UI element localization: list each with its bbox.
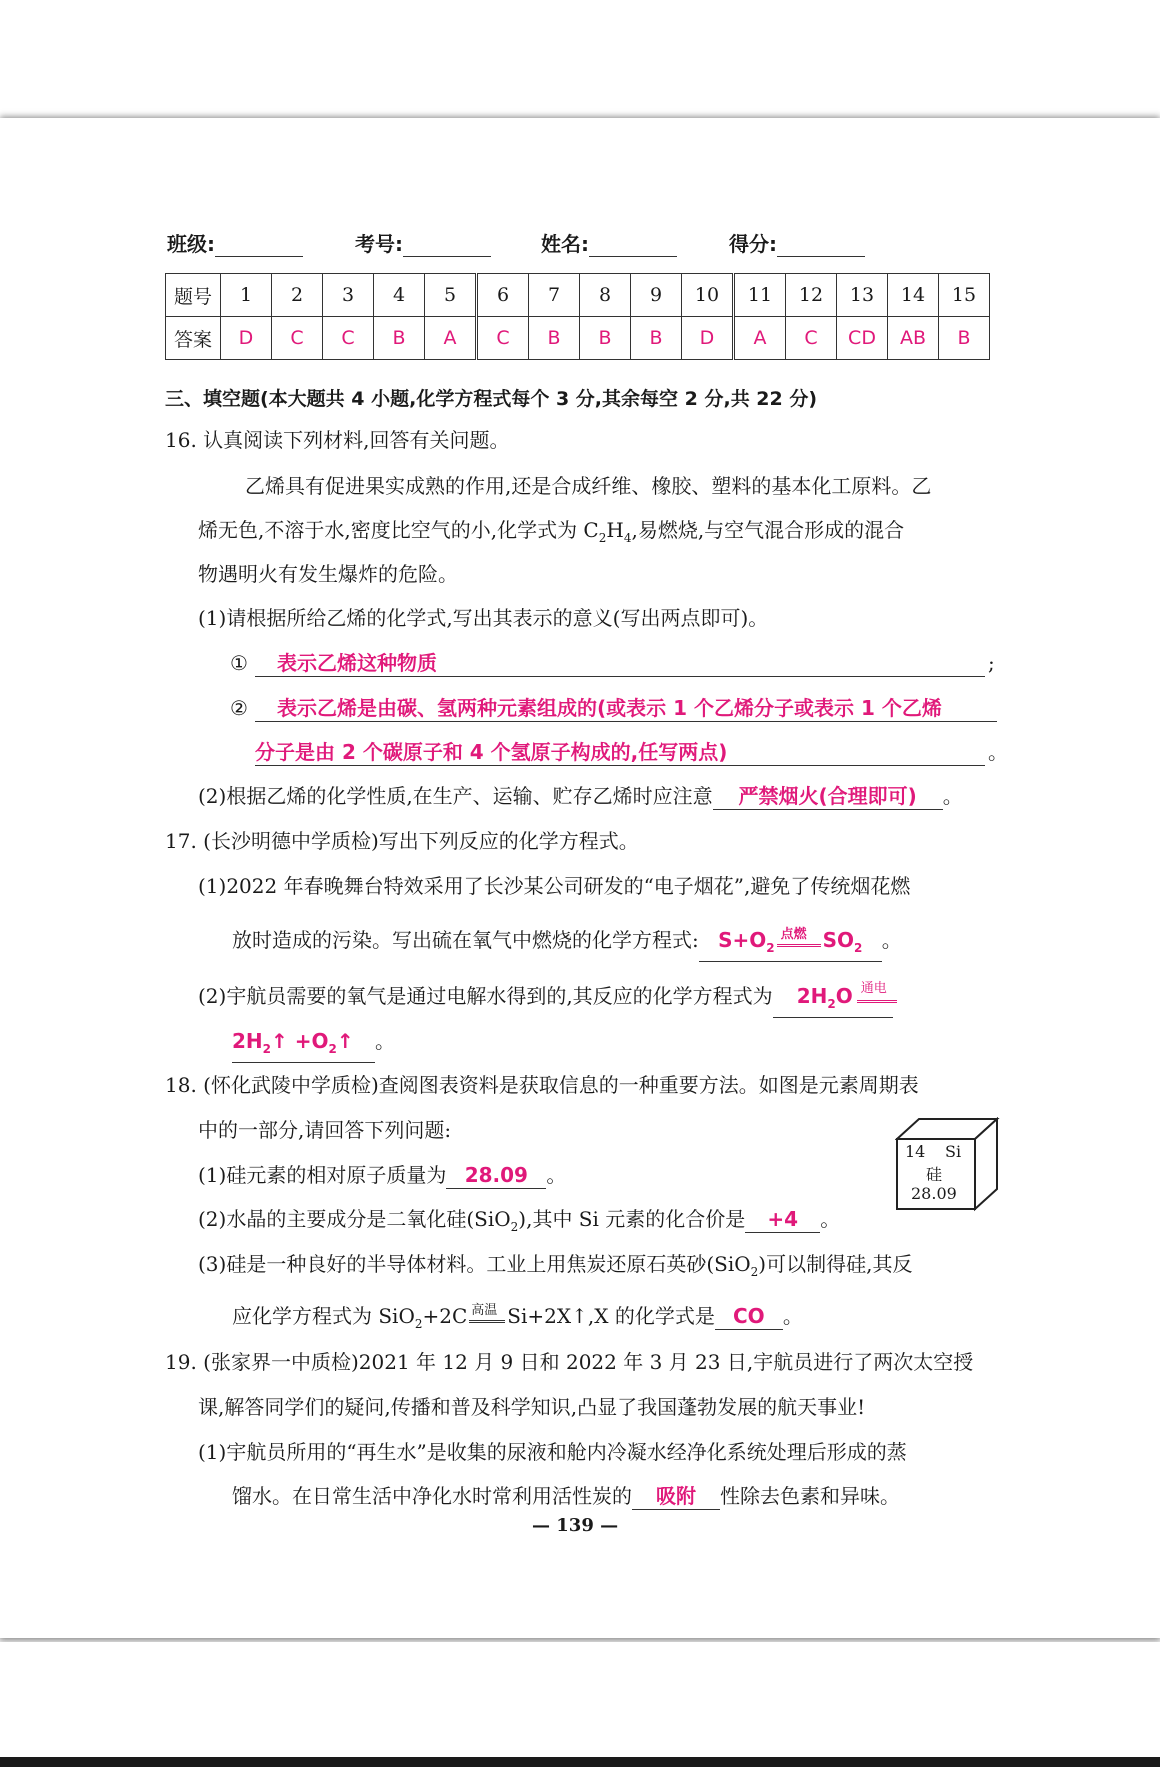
qnum-cell: 4 — [374, 274, 425, 317]
formula-subscript: 2 — [262, 1042, 272, 1056]
exam-no-blank[interactable] — [403, 234, 491, 257]
q16-answer2-line2[interactable] — [255, 739, 985, 766]
formula-subscript: 2 — [328, 1042, 337, 1056]
q16-end3: 。 — [942, 784, 963, 808]
q17-stem: 17. (长沙明德中学质检)写出下列反应的化学方程式。 — [165, 829, 639, 853]
qnum-cell: 14 — [888, 274, 939, 317]
q17-equation2-line1[interactable] — [773, 983, 893, 1018]
answer-cell: D — [221, 317, 272, 360]
answer-cell: A — [425, 317, 477, 360]
q17-sub1-line2 — [232, 927, 902, 962]
q18-sub1 — [198, 1162, 566, 1189]
formula-subscript: 2 — [854, 941, 863, 955]
q17-sub2-line2 — [232, 1028, 395, 1063]
q16-para-line3: 物遇明火有发生爆炸的危险。 — [198, 562, 458, 586]
bottom-bar — [0, 1757, 1160, 1767]
exam-no-label: 考号: — [355, 232, 403, 256]
q18-sub3-line2-b: +2C — [422, 1304, 468, 1328]
q16-para-line2-a: 烯无色,不溶于水,密度比空气的小,化学式为 C — [198, 518, 599, 542]
q18-sub3-b: )可以制得硅,其反 — [758, 1252, 913, 1276]
q18-answer1-line[interactable] — [446, 1162, 546, 1189]
formula-subscript: 2 — [414, 1317, 423, 1331]
qnum-cell: 9 — [631, 274, 682, 317]
formula-subscript: 2 — [510, 1220, 519, 1234]
answer-cell: B — [580, 317, 631, 360]
qnum-cell: 7 — [529, 274, 580, 317]
element-mass: 28.09 — [911, 1184, 957, 1203]
q16-stem: 16. 认真阅读下列材料,回答有关问题。 — [165, 428, 510, 452]
answer-cell: C — [477, 317, 529, 360]
qnum-cell: 12 — [786, 274, 837, 317]
q16-answer3: 严禁烟火(合理即可) — [738, 784, 917, 808]
q17-end2: 。 — [375, 1029, 395, 1053]
q18-stem-line2: 中的一部分,请回答下列问题: — [198, 1118, 452, 1142]
q16-answer2-line2-text: 分子是由 2 个碳原子和 4 个氢原子构成的,任写两点) — [255, 740, 728, 764]
q18-sub3-line1 — [198, 1251, 912, 1285]
q18-sub1-text: (1)硅元素的相对原子质量为 — [198, 1163, 447, 1187]
eq1-arrow — [777, 927, 821, 947]
q16-para-line2-c: ,易燃烧,与空气混合形成的混合 — [631, 518, 905, 542]
q19-sub1-line2-b: 性除去色素和异味。 — [720, 1484, 900, 1508]
q18-end1: 。 — [546, 1163, 567, 1187]
element-number: 14 — [905, 1142, 926, 1161]
name-field — [541, 228, 677, 257]
sub3-arrow — [469, 1303, 505, 1323]
q19-sub1-line2 — [232, 1483, 900, 1510]
answer-cell: B — [631, 317, 682, 360]
q19-sub1-line2-a: 馏水。在日常生活中净化水时常利用活性炭的 — [232, 1484, 632, 1508]
eq2-right — [232, 1029, 354, 1056]
element-symbol: Si — [945, 1142, 962, 1161]
q16-end1: ; — [988, 651, 995, 675]
q17-sub2-text: (2)宇航员需要的氧气是通过电解水得到的,其反应的化学方程式为 — [198, 984, 773, 1008]
q18-sub3-line2 — [232, 1303, 803, 1337]
q16-sub1: (1)请根据所给乙烯的化学式,写出其表示的意义(写出两点即可)。 — [198, 606, 769, 630]
q18-stem-line1: 18. (怀化武陵中学质检)查阅图表资料是获取信息的一种重要方法。如图是元素周期表 — [165, 1073, 919, 1097]
q17-equation1-line[interactable] — [699, 927, 882, 962]
qnum-cell: 10 — [682, 274, 734, 317]
answer-cell: A — [734, 317, 786, 360]
score-field — [729, 228, 865, 257]
eq2-left-b: O — [835, 984, 853, 1008]
qnum-cell: 11 — [734, 274, 786, 317]
q16-sub2 — [198, 783, 963, 810]
eq2-left — [796, 984, 853, 1011]
q18-sub3-a: (3)硅是一种良好的半导体材料。工业上用焦炭还原石英砂(SiO — [198, 1252, 751, 1276]
q19-stem-line1: 19. (张家界一中质检)2021 年 12 月 9 日和 2022 年 3 月 23 日,宇航员进行了两次太空授 — [165, 1350, 974, 1374]
qnum-cell: 1 — [221, 274, 272, 317]
q16-answer1-line[interactable] — [255, 650, 985, 677]
name-label: 姓名: — [541, 232, 589, 256]
exam-no-field — [355, 228, 491, 257]
q18-answer2-line[interactable] — [745, 1206, 820, 1233]
qnum-cell: 5 — [425, 274, 477, 317]
q17-equation1 — [718, 927, 863, 955]
answer-cell: D — [682, 317, 734, 360]
eq1-right: SO — [822, 928, 855, 952]
q17-sub1-line2-text: 放时造成的污染。写出硫在氧气中燃烧的化学方程式: — [232, 928, 699, 952]
q16-answer1: 表示乙烯这种物质 — [277, 651, 437, 675]
answer-cell: CD — [837, 317, 888, 360]
bottom-margin — [0, 1642, 1160, 1757]
eq2-right-c: ↑ — [336, 1029, 354, 1053]
q16-mark1: ① — [230, 651, 248, 675]
q18-sub2 — [198, 1206, 840, 1240]
q17-sub1-line1: (1)2022 年春晚舞台特效采用了长沙某公司研发的“电子烟花”,避免了传统烟花燃 — [198, 874, 911, 898]
formula-subscript: 4 — [623, 531, 632, 545]
eq2-left-a: 2H — [796, 984, 828, 1008]
score-blank[interactable] — [777, 234, 865, 257]
class-label: 班级: — [167, 232, 215, 256]
answer-table — [165, 273, 990, 360]
answer-cell: C — [786, 317, 837, 360]
formula-subscript: 2 — [598, 531, 607, 545]
page-number: — 139 — — [532, 1515, 619, 1536]
q18-answer2: +4 — [767, 1207, 799, 1231]
q19-sub1-line1: (1)宇航员所用的“再生水”是收集的尿液和舱内冷凝水经净化系统处理后形成的蒸 — [198, 1440, 907, 1464]
q16-para-line2 — [198, 517, 904, 551]
question-header: 题号 — [166, 274, 221, 317]
eq2-arrow — [857, 981, 897, 1003]
eq1-left: S+O — [718, 928, 767, 952]
qnum-cell: 3 — [323, 274, 374, 317]
class-blank[interactable] — [215, 234, 303, 257]
top-margin — [0, 0, 1160, 118]
q18-sub3-line2-a: 应化学方程式为 SiO — [232, 1304, 415, 1328]
formula-subscript: 2 — [750, 1265, 759, 1279]
qnum-cell: 6 — [477, 274, 529, 317]
q18-end3: 。 — [782, 1304, 803, 1328]
question-number-row — [166, 274, 990, 317]
formula-subscript: 2 — [766, 941, 775, 955]
q16-answer3-line[interactable] — [713, 783, 943, 810]
q18-sub2-a: (2)水晶的主要成分是二氧化硅(SiO — [198, 1207, 511, 1231]
answer-cell: B — [374, 317, 425, 360]
q16-answer2-line1[interactable] — [255, 695, 997, 722]
qnum-cell: 13 — [837, 274, 888, 317]
answer-cell: C — [272, 317, 323, 360]
q16-sub2-text: (2)根据乙烯的化学性质,在生产、运输、贮存乙烯时应注意 — [198, 784, 713, 808]
q18-end2: 。 — [820, 1207, 841, 1231]
q16-end2: 。 — [988, 740, 1008, 764]
eq2-right-b: ↑ +O — [271, 1029, 329, 1053]
answer-cell: AB — [888, 317, 939, 360]
q17-equation2-line2[interactable] — [232, 1028, 375, 1063]
q16-para-line1: 乙烯具有促进果实成熟的作用,还是合成纤维、橡胶、塑料的基本化工原料。乙 — [245, 474, 932, 498]
name-blank[interactable] — [589, 234, 677, 257]
score-label: 得分: — [729, 232, 777, 256]
answer-header: 答案 — [166, 317, 221, 360]
q19-stem-line2: 课,解答同学们的疑问,传播和普及科学知识,凸显了我国蓬勃发展的航天事业! — [198, 1395, 866, 1419]
q19-answer1-line[interactable] — [632, 1483, 720, 1510]
sub3-condition: 高温 — [471, 1303, 498, 1318]
q19-answer1: 吸附 — [656, 1484, 696, 1508]
answer-row — [166, 317, 990, 360]
q18-sub3-line2-c: Si+2X↑,X 的化学式是 — [507, 1304, 715, 1328]
q16-answer2-line1-text: 表示乙烯是由碳、氢两种元素组成的(或表示 1 个乙烯分子或表示 1 个乙烯 — [277, 696, 942, 720]
answer-cell: B — [529, 317, 580, 360]
qnum-cell: 8 — [580, 274, 631, 317]
q18-answer3: CO — [732, 1304, 765, 1328]
q18-sub2-b: ),其中 Si 元素的化合价是 — [518, 1207, 746, 1231]
class-field — [167, 228, 303, 257]
eq2-condition: 通电 — [860, 981, 887, 996]
q18-answer3-line[interactable] — [715, 1303, 783, 1330]
element-name: 硅 — [926, 1165, 943, 1184]
answer-cell: B — [939, 317, 990, 360]
eq2-right-a: 2H — [232, 1029, 263, 1053]
qnum-cell: 15 — [939, 274, 990, 317]
q17-sub2-line1 — [198, 983, 893, 1018]
q16-mark2: ② — [230, 696, 248, 720]
q16-para-line2-b: H — [606, 518, 624, 542]
q17-end1: 。 — [881, 928, 902, 952]
section-title: 三、填空题(本大题共 4 小题,化学方程式每个 3 分,其余每空 2 分,共 22 分) — [165, 388, 818, 410]
answer-cell: C — [323, 317, 374, 360]
q18-answer1: 28.09 — [464, 1163, 528, 1187]
qnum-cell: 2 — [272, 274, 323, 317]
formula-subscript: 2 — [827, 997, 836, 1011]
eq1-condition: 点燃 — [780, 927, 807, 942]
